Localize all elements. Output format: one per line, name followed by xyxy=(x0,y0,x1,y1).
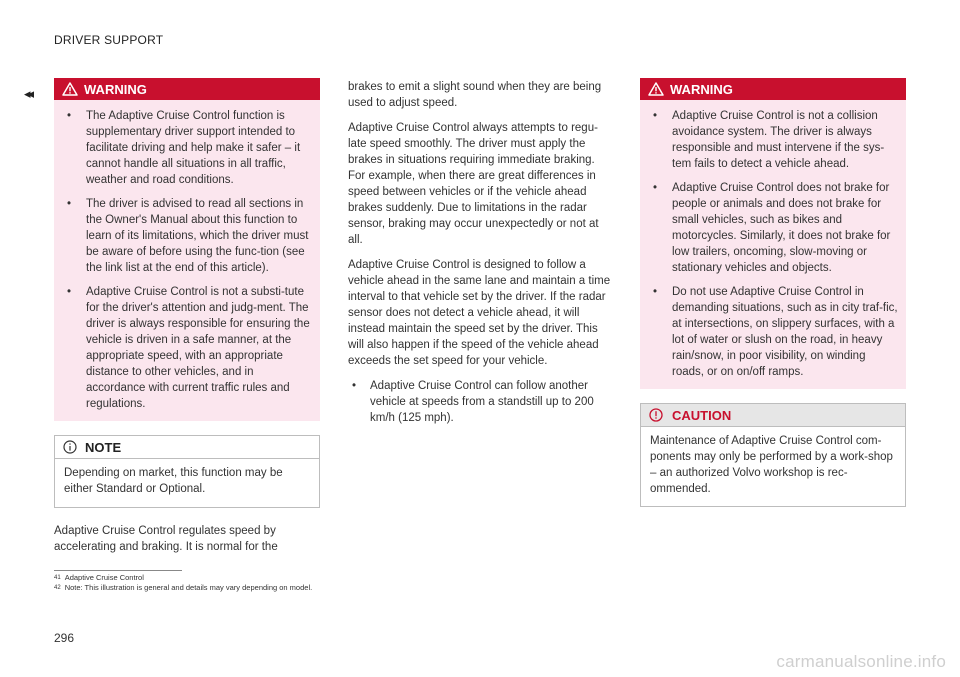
body-paragraph: Adaptive Cruise Control always attempts to regu-late speed smoothly. The driver must apply the brakes in situations requiring immediate braking. For example, when there are great differences in speed between vehicles or if the vehicle ahead brakes suddenly. Due to limitations in the radar sensor, braking may occur unexpectedly or not at all. xyxy=(348,122,599,246)
body-bullet-list xyxy=(348,378,614,426)
bullet-icon: • xyxy=(67,198,72,210)
warning-item xyxy=(62,284,312,412)
watermark: carmanualsonline.info xyxy=(776,652,946,671)
caution-exclamation-icon xyxy=(649,408,663,422)
warning-item-text: Do not use Adaptive Cruise Control in demanding situations, such as in city traf-fic, at intersections, on slippery surfaces, with a lot of water or slush on the road, in heavy rain/snow, in poor visibility, on winding roads, or on on/off ramps. xyxy=(672,286,898,378)
bullet-icon: • xyxy=(67,110,72,122)
warning-item xyxy=(648,180,898,276)
bullet-icon: • xyxy=(352,380,357,392)
footnote-text: Note: This illustration is general and details may vary depending on model. xyxy=(64,583,313,592)
caution-title: CAUTION xyxy=(672,407,732,423)
warning-item-text: The Adaptive Cruise Control function is supplementary driver support intended to facilitate driving and help make it safer – it cannot handle all situations in all traffic, weather and road conditions. xyxy=(86,110,301,186)
bullet-icon: • xyxy=(653,182,658,194)
section-header: DRIVER SUPPORT xyxy=(54,33,164,47)
list-item xyxy=(348,378,614,426)
caution-box xyxy=(640,403,906,507)
warning-item-text: The driver is advised to read all sections in the Owner's Manual about this function to learn of its limitations, which the driver must be aware of before using the func-tion (see the link list at the end of this article). xyxy=(86,198,309,274)
bullet-icon: • xyxy=(67,286,72,298)
footnote-divider xyxy=(54,570,182,571)
list-item-text: Adaptive Cruise Control can follow another vehicle at speeds from a standstill up to 200 km/h (125 mph). xyxy=(370,380,594,424)
warning-list xyxy=(640,100,906,389)
warning-header xyxy=(640,78,906,100)
note-text: Depending on market, this function may be either Standard or Optional. xyxy=(64,467,283,495)
footnote-number: 42 xyxy=(54,585,61,591)
warning-item xyxy=(62,108,312,188)
note-header xyxy=(55,436,319,459)
warning-header xyxy=(54,78,320,100)
footnote-number: 41 xyxy=(54,575,61,581)
warning-item-text: Adaptive Cruise Control does not brake for people or animals and does not brake for small vehicles, such as bikes and motorcycles. Similarly, it does not brake for low trailers, oncoming, slow-moving or stationary vehicles and objects. xyxy=(672,182,891,274)
warning-list xyxy=(54,100,320,421)
page-number: 296 xyxy=(54,631,75,645)
warning-item xyxy=(648,284,898,380)
body-paragraph: brakes to emit a slight sound when they are being used to adjust speed. xyxy=(348,81,602,109)
footnote xyxy=(54,583,312,593)
footnote-text: Adaptive Cruise Control xyxy=(64,573,144,582)
warning-box-right xyxy=(640,78,906,389)
warning-item xyxy=(62,196,312,276)
bullet-icon: • xyxy=(653,110,658,122)
bullet-icon: • xyxy=(653,286,658,298)
body-paragraph: Adaptive Cruise Control regulates speed by accelerating and braking. It is normal for the xyxy=(54,525,278,553)
info-icon xyxy=(63,440,77,454)
note-title: NOTE xyxy=(85,439,122,455)
warning-triangle-icon xyxy=(648,82,664,96)
caution-header xyxy=(641,404,905,427)
caution-text: Maintenance of Adaptive Cruise Control com-ponents may only be performed by a work-shop – an authorized Volvo workshop is rec-ommended. xyxy=(650,435,893,495)
column-middle xyxy=(348,79,614,426)
body-paragraph: Adaptive Cruise Control is designed to follow a vehicle ahead in the same lane and maintain a time interval to that vehicle set by the driver. If the radar sensor does not detect a vehicle ahead, it will instead maintain the speed set by the driver. This will also happen if the speed of the vehicle ahead exceeds the set speed for your vehicle. xyxy=(348,259,611,367)
warning-item xyxy=(648,108,898,172)
back-navigation-icon[interactable]: ◂◂ xyxy=(24,86,32,101)
column-right xyxy=(640,78,906,507)
warning-triangle-icon xyxy=(62,82,78,96)
warning-box-left xyxy=(54,78,320,421)
warning-title: WARNING xyxy=(84,81,147,97)
note-box xyxy=(54,435,320,508)
warning-item-text: Adaptive Cruise Control is not a substi-tute for the driver's attention and judg-ment. The driver is always responsible for ensuring the vehicle is driven in a safe manner, at the appropriate speed, with an appropriate distance to other vehicles, and in accordance with current traffic rules and regulations. xyxy=(86,286,310,410)
warning-item-text: Adaptive Cruise Control is not a collision avoidance system. The driver is always responsible and must intervene if the sys-tem fails to detect a vehicle ahead. xyxy=(672,110,885,170)
footnote xyxy=(54,573,312,583)
footnotes xyxy=(54,573,312,593)
warning-title: WARNING xyxy=(670,81,733,97)
column-left xyxy=(54,78,320,564)
